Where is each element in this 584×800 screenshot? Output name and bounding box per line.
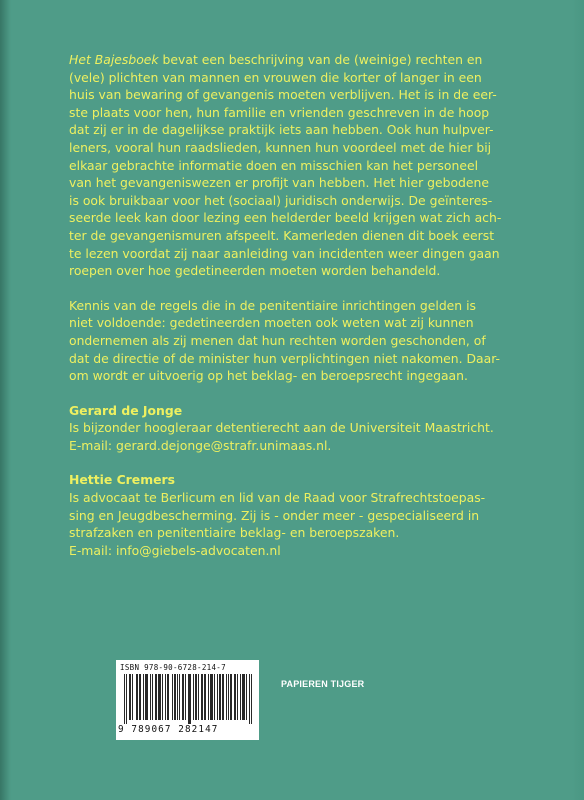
book-title: Het Bajesboek	[69, 52, 159, 67]
intro-line: elkaar gebrachte informatie doen en misschien kan het personeel	[69, 157, 479, 173]
rules-line: dat de directie of de minister hun verplichtingen niet nakomen. Daar-	[69, 350, 500, 366]
barcode-bar	[226, 674, 227, 720]
barcode-bar	[182, 674, 183, 720]
barcode-bar	[230, 674, 231, 720]
isbn-barcode	[116, 660, 259, 740]
barcode-bar	[145, 674, 146, 720]
barcode-bar	[198, 674, 199, 720]
barcode-bar	[155, 674, 156, 720]
barcode-bar	[223, 674, 224, 720]
barcode-bar	[222, 674, 223, 720]
barcode-bar	[124, 674, 125, 724]
author-bio-line: strafzaken en penitentiaire beklag- en beroepszaken.	[69, 525, 400, 541]
intro-first-line: Het Bajesboek bevat een beschrijving van de (weinige) rechten en	[69, 52, 483, 67]
intro-line: seerde leek kan door lezing een helderder beeld krijgen wat zich ach-	[69, 210, 502, 226]
barcode-bar	[168, 674, 169, 720]
barcode-bar	[150, 674, 151, 720]
author-bio-line: Is bijzonder hoogleraar detentierecht aan de Universiteit Maastricht.	[69, 420, 494, 436]
intro-line: (vele) plichten van mannen en vrouwen die korter of langer in een	[69, 69, 482, 85]
barcode-bar	[137, 674, 138, 720]
author-bio-line: Is advocaat te Berlicum en lid van de Raad voor Strafrechtstoepas-	[69, 490, 486, 506]
barcode-bar	[249, 674, 250, 724]
intro-line: van het gevangeniswezen er profijt van hebben. Het hier gebodene	[69, 175, 490, 191]
barcode-bar	[136, 674, 137, 720]
barcode-bar	[210, 674, 211, 720]
barcode-bar	[214, 674, 215, 720]
barcode-bar	[174, 674, 175, 720]
intro-line: ste plaats voor hen, hun familie en vrienden geschreven in de hoop	[69, 104, 490, 120]
rules-line: om wordt er uitvoerig op het beklag- en beroepsrecht ingegaan.	[69, 368, 468, 384]
blurb-text	[69, 51, 519, 576]
barcode-bar	[185, 674, 186, 720]
barcode-bar	[195, 674, 196, 720]
barcode-bar	[242, 674, 243, 720]
intro-line: dat zij er in de dagelijkse praktijk iets aan hebben. Ook hun hulpver-	[69, 122, 494, 138]
barcode-bar	[235, 674, 236, 720]
barcode-bar	[126, 674, 127, 724]
barcode-bar	[167, 674, 168, 720]
intro-line: leners, vooral hun raadslieden, kunnen hun voordeel met de hier bij	[69, 139, 492, 155]
intro-line: is ook bruikbaar voor het (sociaal) juridisch onderwijs. De geïnteres-	[69, 192, 493, 208]
barcode-bar	[193, 674, 194, 720]
barcode-bar	[129, 674, 130, 720]
author-bio-line: sing en Jeugdbescherming. Zij is - onder meer - gespecialiseerd in	[69, 507, 480, 523]
barcode-bar	[139, 674, 140, 720]
rules-line: niet voldoende: gedetineerden moeten ook weten wat zij kunnen	[69, 315, 474, 331]
barcode-bar	[204, 674, 205, 720]
barcode-bar	[177, 674, 178, 720]
barcode-bar	[152, 674, 153, 720]
rules-paragraph	[69, 297, 519, 385]
barcode-bar	[140, 674, 141, 720]
barcode-bar	[179, 674, 180, 720]
barcode-bar	[189, 674, 190, 724]
barcode-bar	[175, 674, 176, 720]
barcode-bar	[190, 674, 191, 724]
barcode-bar	[205, 674, 206, 720]
author-name: Hettie Cremers	[69, 472, 175, 488]
barcode-bar	[188, 674, 189, 724]
barcode-bar	[246, 674, 247, 720]
barcode-bar	[228, 674, 229, 720]
rules-line: ondernemen als zij menen dat hun rechten worden geschonden, of	[69, 332, 486, 348]
barcode-bar	[130, 674, 131, 720]
intro-line: huis van bewaring of gevangenis moeten verblijven. Het is in de eer-	[69, 87, 497, 103]
author-email: E-mail: info@giebels-advocaten.nl	[69, 542, 281, 558]
barcode-bar	[160, 674, 161, 720]
barcode-bar	[243, 674, 244, 720]
barcode-digits: 9 789067 282147	[118, 724, 219, 735]
author-email: E-mail: gerard.dejonge@strafr.unimaas.nl.	[69, 437, 332, 453]
barcode-bar	[234, 674, 235, 720]
barcode-bar	[143, 674, 144, 720]
barcode-bar	[196, 674, 197, 720]
author-name: Gerard de Jonge	[69, 402, 183, 418]
barcode-bar	[162, 674, 163, 720]
barcode-bar	[202, 674, 203, 720]
intro-line: ter de gevangenismuren afspeelt. Kamerleden dienen dit boek eerst	[69, 227, 495, 243]
intro-line: roepen over hoe gedetineerden moeten worden behandeld.	[69, 263, 441, 279]
publisher-logo: PAPIEREN TIJGER	[281, 679, 365, 689]
barcode-bar	[158, 674, 159, 720]
barcode-bar	[201, 674, 202, 720]
barcode-bar	[211, 674, 212, 720]
barcode-bar	[156, 674, 157, 720]
barcode-bar	[231, 674, 232, 720]
barcode-bar	[212, 674, 213, 720]
intro-paragraph	[69, 51, 519, 280]
author-bio-hettie-cremers	[69, 471, 519, 559]
barcode-bar	[165, 674, 166, 720]
barcode-bar	[217, 674, 218, 720]
intro-line: te lezen voordat zij naar aanleiding van incidenten weer dingen gaan	[69, 245, 500, 261]
barcode-bars	[124, 674, 252, 724]
barcode-bar	[147, 674, 148, 720]
barcode-bar	[220, 674, 221, 720]
barcode-bar	[240, 674, 241, 720]
spine-shadow	[0, 0, 10, 800]
barcode-bar	[159, 674, 160, 720]
barcode-bar	[146, 674, 147, 720]
barcode-bar	[251, 674, 252, 724]
barcode-bar	[219, 674, 220, 720]
barcode-bar	[237, 674, 238, 720]
barcode-bar	[244, 674, 245, 720]
rules-line: Kennis van de regels die in de penitentiaire inrichtingen gelden is	[69, 297, 476, 313]
author-bio-gerard-de-jonge	[69, 402, 519, 455]
isbn-label: ISBN 978-90-6728-214-7	[120, 663, 226, 672]
barcode-bar	[132, 674, 133, 720]
barcode-bar	[172, 674, 173, 720]
barcode-bar	[183, 674, 184, 720]
barcode-bar	[208, 674, 209, 720]
